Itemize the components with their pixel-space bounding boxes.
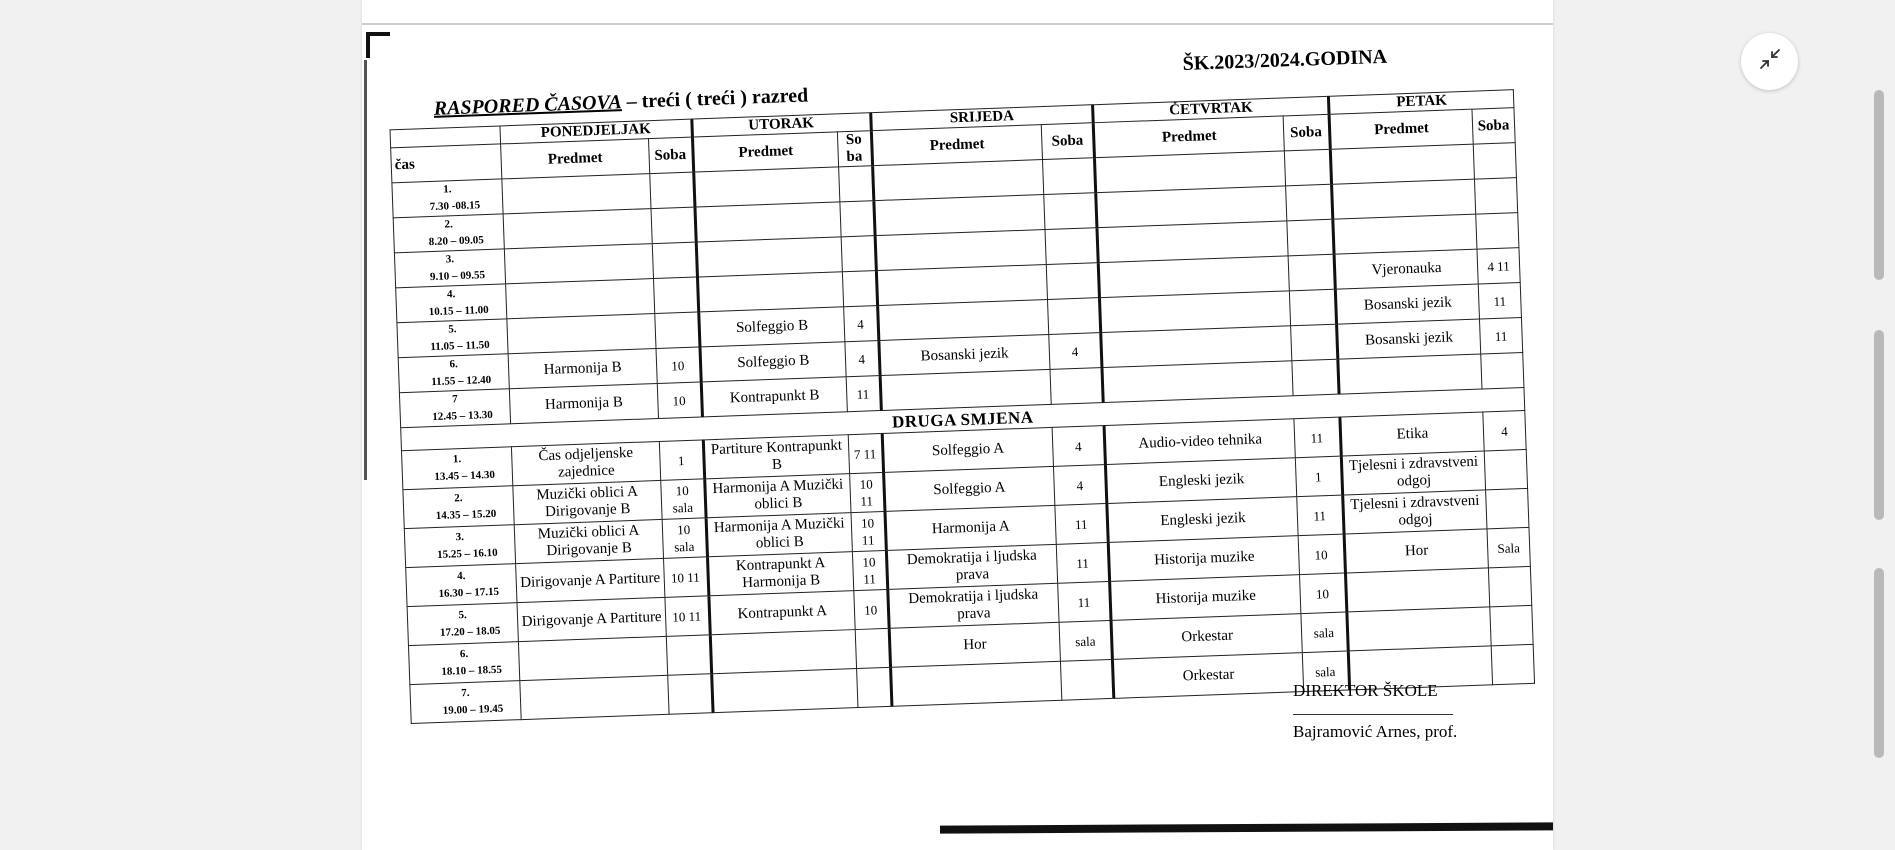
subject-cell: Muzički oblici A Dirigovanje B: [515, 519, 663, 563]
period-time: 16.30 – 17.15: [438, 585, 500, 600]
subject-cell: [1345, 568, 1489, 612]
subject-cell: [1333, 214, 1477, 254]
period-time: 17.20 – 18.05: [439, 624, 501, 639]
subject-cell: Solfeggio B: [700, 342, 846, 382]
period-number: 6.: [459, 647, 469, 661]
subject-cell: [693, 167, 839, 207]
room-cell: [649, 172, 694, 209]
scan-bottom-bar: [940, 822, 1553, 833]
period-number: 7: [451, 393, 458, 406]
subject-cell: Solfeggio A: [882, 427, 1054, 472]
room-cell: 1: [659, 440, 705, 481]
header-cas: čas: [391, 144, 503, 183]
subject-cell: [503, 209, 651, 249]
subject-cell: Orkestar: [1113, 653, 1304, 699]
period-time: 19.00 – 19.45: [442, 702, 504, 717]
scan-edge-mark: [364, 60, 367, 480]
collapse-icon: [1759, 48, 1781, 75]
room-cell: 11: [1055, 503, 1109, 544]
period-time: 12.45 – 13.30: [432, 408, 493, 424]
subject-cell: [1330, 144, 1474, 184]
room-cell: [1481, 353, 1524, 389]
room-cell: [1491, 644, 1534, 684]
period-number: 1.: [443, 183, 452, 196]
period-time: 11.05 – 11.50: [430, 338, 490, 354]
period-cell: [403, 486, 515, 529]
room-cell: 10 11: [849, 472, 884, 512]
period-number: 5.: [458, 608, 467, 622]
room-cell: [1060, 659, 1114, 700]
room-cell: [652, 242, 697, 279]
header-day: PONEDJELJAK: [500, 119, 692, 144]
header-soba: Soba: [648, 137, 693, 174]
subject-cell: Tjelesni i zdravstveni odgoj: [1341, 451, 1485, 495]
header-soba: Soba: [1283, 114, 1330, 151]
subject-cell: Engleski jezik: [1106, 458, 1297, 504]
room-cell: [1044, 193, 1098, 230]
room-cell: [1291, 359, 1338, 396]
signature-block: [1293, 680, 1457, 743]
room-cell: 7 11: [848, 434, 883, 474]
room-cell: 10 sala: [660, 479, 706, 520]
collapse-button[interactable]: [1741, 33, 1798, 90]
schedule-table: [389, 89, 1535, 724]
room-cell: [855, 628, 890, 668]
room-cell: [1046, 263, 1100, 300]
subject-cell: Solfeggio A: [883, 466, 1055, 511]
period-number: 6.: [449, 358, 458, 371]
period-time: 10.15 – 11.00: [428, 303, 489, 319]
subject-cell: [696, 237, 842, 277]
period-number: 7.: [461, 686, 470, 700]
period-number: 3.: [455, 531, 465, 544]
subject-cell: Dirigovanje A Partiture: [517, 597, 665, 641]
subject-cell: Demokratija i ljudska prava: [886, 544, 1058, 589]
period-number: 4.: [456, 569, 466, 583]
subject-cell: [890, 661, 1062, 706]
room-cell: [1290, 324, 1337, 361]
room-cell: [651, 207, 696, 244]
header-soba: So ba: [837, 131, 872, 167]
header-day: SRIJEDA: [870, 105, 1093, 131]
room-cell: 11: [1294, 417, 1342, 458]
room-cell: [1286, 219, 1333, 256]
subject-cell: [502, 174, 650, 214]
subject-cell: [519, 636, 667, 680]
subject-cell: Harmonija B: [508, 349, 656, 389]
room-cell: [1284, 149, 1331, 186]
period-number: 5.: [448, 323, 457, 336]
room-cell: [1045, 228, 1099, 265]
subject-cell: Kontrapunkt B: [701, 377, 847, 417]
period-number: 2.: [454, 492, 463, 505]
subject-cell: Harmonija B: [510, 384, 658, 424]
room-cell: [1474, 178, 1517, 214]
subject-cell: Kontrapunkt A: [709, 591, 855, 635]
room-cell: [1047, 298, 1101, 335]
subject-cell: [507, 314, 655, 354]
header-soba: Soba: [1041, 123, 1095, 160]
subject-cell: [1347, 607, 1491, 651]
room-cell: [1485, 488, 1528, 528]
first-shift-body: [392, 143, 1524, 428]
document-title: [433, 84, 808, 120]
room-cell: [1484, 449, 1527, 489]
scrollbar[interactable]: [1874, 90, 1884, 760]
period-time: 15.25 – 16.10: [436, 546, 498, 561]
room-cell: [653, 277, 698, 314]
room-cell: [1285, 184, 1332, 221]
room-cell: 11: [1057, 581, 1111, 622]
subject-cell: Bosanski jezik: [1335, 284, 1479, 324]
room-cell: [1488, 566, 1531, 606]
signature-line: [1293, 704, 1453, 715]
room-cell: [838, 166, 873, 202]
period-time: 13.45 – 14.30: [434, 468, 496, 484]
period-number: 4.: [446, 288, 456, 301]
room-cell: 4 11: [1477, 248, 1520, 284]
subject-cell: Engleski jezik: [1107, 497, 1298, 543]
period-time: 7.30 -08.15: [429, 199, 481, 214]
subject-cell: Muzički oblici A Dirigovanje B: [513, 480, 661, 524]
room-cell: [1288, 254, 1335, 291]
room-cell: [1490, 605, 1533, 645]
period-number: 1.: [452, 453, 462, 466]
room-cell: 4: [845, 341, 880, 377]
room-cell: [667, 674, 713, 715]
scan-corner-mark: [366, 32, 390, 58]
subject-cell: [697, 272, 843, 312]
room-cell: 10 11: [851, 511, 886, 551]
signature-role: DIREKTOR ŠKOLE: [1293, 681, 1438, 700]
scrollbar-segment[interactable]: [1874, 568, 1884, 758]
period-cell: [392, 179, 504, 218]
subject-cell: [710, 630, 856, 674]
header-predmet: Predmet: [1094, 116, 1284, 158]
subject-cell: Solfeggio B: [698, 307, 844, 347]
header-day: ČETVRTAK: [1093, 96, 1329, 122]
room-cell: 11: [1296, 495, 1344, 536]
subject-cell: Etika: [1340, 412, 1484, 456]
subject-cell: Harmonija A Muzički oblici B: [704, 474, 850, 518]
room-cell: [1042, 158, 1096, 195]
room-cell: 10: [657, 382, 702, 419]
subject-cell: Orkestar: [1111, 614, 1302, 660]
subject-cell: Harmonija A: [884, 505, 1056, 550]
subject-cell: Vjeronauka: [1334, 249, 1478, 289]
header-day: UTORAK: [692, 113, 871, 137]
subject-cell: Harmonija A Muzički oblici B: [706, 513, 852, 557]
room-cell: 11: [1056, 542, 1110, 583]
second-shift-label: DRUGA SMJENA: [401, 388, 1525, 451]
room-cell: [1050, 368, 1104, 405]
room-cell: [1289, 289, 1336, 326]
period-time: 14.35 – 15.20: [435, 507, 497, 523]
room-cell: [1476, 213, 1519, 249]
subject-cell: Historija muzike: [1110, 575, 1301, 621]
subject-cell: Hor: [889, 622, 1061, 667]
period-number: 2.: [444, 218, 453, 231]
scrollbar-segment[interactable]: [1874, 90, 1884, 280]
room-cell: 10: [1298, 534, 1346, 575]
subject-cell: [1338, 354, 1482, 394]
period-time: 18.10 – 18.55: [441, 663, 503, 678]
room-cell: 4: [843, 306, 878, 342]
room-cell: [840, 201, 875, 237]
room-cell: [1473, 143, 1516, 179]
period-cell: [393, 214, 505, 253]
subject-cell: Bosanski jezik: [878, 334, 1049, 375]
schedule-document: [372, 18, 1553, 725]
room-cell: Sala: [1487, 527, 1530, 567]
subject-cell: Partiture Kontrapunkt B: [703, 435, 849, 479]
room-cell: 4: [1483, 410, 1526, 450]
room-cell: 4: [1049, 333, 1103, 370]
subject-cell: Dirigovanje A Partiture: [516, 558, 664, 602]
room-cell: 4: [1053, 465, 1107, 506]
subject-cell: Bosanski jezik: [1336, 319, 1480, 359]
subject-cell: Tjelesni i zdravstveni odgoj: [1343, 490, 1487, 534]
room-cell: [841, 236, 876, 272]
header-predmet: Predmet: [692, 132, 838, 172]
subject-cell: Kontrapunkt A Harmonija B: [707, 552, 853, 596]
scrollbar-segment[interactable]: [1874, 330, 1884, 520]
subject-cell: [505, 244, 653, 284]
room-cell: sala: [1301, 612, 1349, 653]
period-cell: [394, 249, 506, 288]
subject-cell: Čas odjeljenske zajednice: [512, 441, 660, 485]
period-time: 11.55 – 12.40: [431, 373, 492, 389]
period-cell: [407, 603, 519, 646]
room-cell: 10 sala: [662, 518, 708, 559]
signature-name: Bajramović Arnes, prof.: [1293, 722, 1458, 741]
header-soba: Soba: [1472, 108, 1515, 144]
room-cell: 1: [1295, 456, 1343, 497]
subject-cell: [711, 669, 857, 713]
room-cell: 11: [846, 376, 881, 412]
second-shift-body: [401, 410, 1534, 723]
subject-cell: [506, 279, 654, 319]
subject-cell: Audio-video tehnika: [1104, 419, 1295, 465]
room-cell: [856, 667, 891, 707]
room-cell: 10 11: [852, 550, 887, 590]
period-time: 9.10 – 09.55: [429, 269, 486, 284]
room-cell: 10 11: [664, 596, 710, 637]
subject-cell: Demokratija i ljudska prava: [887, 583, 1059, 628]
header-predmet: Predmet: [871, 125, 1042, 166]
room-cell: 11: [1479, 318, 1522, 354]
room-cell: [842, 271, 877, 307]
room-cell: sala: [1302, 651, 1350, 692]
header-predmet: Predmet: [1329, 109, 1473, 149]
period-cell: [399, 389, 511, 428]
title-main: RASPORED ČASOVA: [433, 91, 623, 120]
header-predmet: Predmet: [501, 139, 649, 179]
period-cell: [408, 642, 520, 685]
school-year: ŠK.2023/2024.GODINA: [1182, 45, 1388, 75]
subject-cell: Hor: [1344, 529, 1488, 573]
room-cell: [654, 312, 699, 349]
period-cell: [406, 564, 518, 607]
room-cell: 10 11: [663, 557, 709, 598]
period-cell: [410, 681, 522, 724]
room-cell: [666, 635, 712, 676]
period-cell: [404, 525, 516, 568]
room-cell: 11: [1478, 283, 1521, 319]
subject-cell: [695, 202, 841, 242]
subject-cell: [1331, 179, 1475, 219]
header-day: PETAK: [1328, 90, 1514, 115]
subject-cell: Historija muzike: [1109, 536, 1300, 582]
period-cell: [396, 284, 508, 323]
period-cell: [401, 447, 513, 490]
room-cell: sala: [1059, 620, 1113, 661]
room-cell: 10: [656, 347, 701, 384]
title-class: – treći ( treći ) razred: [621, 84, 809, 114]
subject-cell: [520, 675, 668, 719]
room-cell: 10: [854, 589, 889, 629]
period-time: 8.20 – 09.05: [428, 234, 484, 249]
period-number: 3.: [445, 253, 455, 266]
period-cell: [397, 319, 509, 358]
room-cell: 4: [1052, 426, 1106, 467]
room-cell: 10: [1299, 573, 1347, 614]
period-cell: [398, 354, 510, 393]
